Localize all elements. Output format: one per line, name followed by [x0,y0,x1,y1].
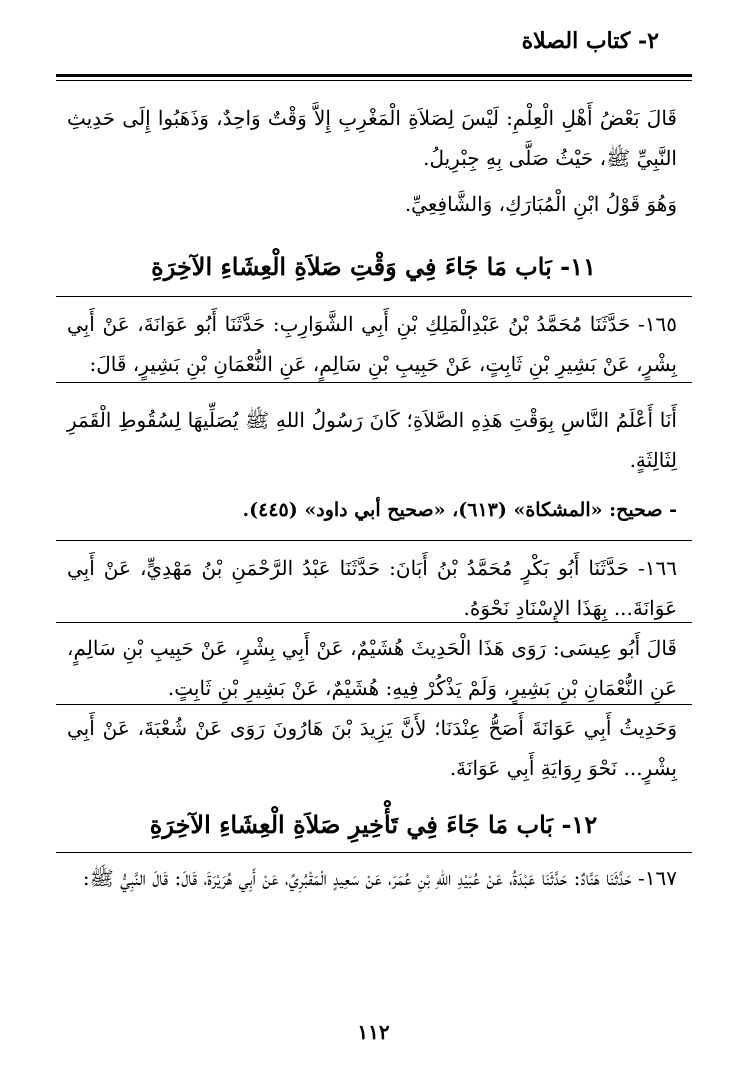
paragraph-2: وَهُوَ قَوْلُ ابْنِ الْمُبَارَكِ، وَالشَّافِعِيِّ. [404,192,677,216]
header-rule-thin [56,80,692,81]
section-divider [56,704,692,705]
chapter-heading-12: ١٢- بَاب مَا جَاءَ فِي تَأْخِيرِ صَلاَةِ الْعِشَاءِ الآخِرَةِ [149,810,598,839]
section-divider [56,852,692,853]
chapter-heading-11: ١١- بَاب مَا جَاءَ فِي وَقْتِ صَلاَةِ الْعِشَاءِ الآخِرَةِ [151,252,596,281]
section-divider [56,540,692,541]
abu-awana-note: وَحَدِيثُ أَبِي عَوَانَةَ أَصَحُّ عِنْدَنَا؛ لأَنَّ يَزِيدَ بْنَ هَارُونَ رَوَى عَنْ شُعْبَةَ، عَنْ أَبِي بِشْرٍ... نَحْوَ رِوَايَةِ أَبِي عَوَانَةَ. [67,716,677,780]
hadith-166: ١٦٦- حَدَّثَنَا أَبُو بَكْرٍ مُحَمَّدُ بْنُ أَبَانَ: حَدَّثَنَا عَبْدُ الرَّحْمَنِ بْنُ مَهْدِيٍّ، عَنْ أَبِي عَوَانَةَ... بِهَذَا الإِسْنَادِ نَحْوَهُ. [67,556,677,620]
chapter-header: ٢- كتاب الصلاة [521,28,659,54]
page-number: ١١٢ [357,1020,390,1044]
section-divider [56,382,692,383]
hadith-165-matn: أَنَا أَعْلَمُ النَّاسِ بِوَقْتِ هَذِهِ الصَّلاَةِ؛ كَانَ رَسُولُ اللهِ ﷺ يُصَلِّيهَا لِسُقُوطِ الْقَمَرِ لِثَالِثَةٍ. [67,408,677,472]
hadith-165: ١٦٥- حَدَّثَنَا مُحَمَّدُ بْنُ عَبْدِالْمَلِكِ بْنِ أَبِي الشَّوَارِبِ: حَدَّثَنَا أَبُو عَوَانَةَ، عَنْ أَبِي بِشْرٍ، عَنْ بَشِيرِ بْنِ ثَابِتٍ، عَنْ حَبِيبِ بْنِ سَالِمٍ، عَنِ النُّعْمَانِ بْنِ بَشِيرٍ، قَالَ: [67,312,677,376]
hadith-167: ١٦٧- حَدَّثَنَا هَنَّادٌ: حَدَّثَنَا عَبْدَةُ، عَنْ عُبَيْدِ اللهِ بْنِ عُمَرَ، عَنْ سَعِيدٍ الْمَقْبُرِيِّ، عَنْ أَبِي هُرَيْرَةَ، قَالَ: قَالَ النَّبِيُّ ﷺ: [82,866,677,890]
section-divider [56,622,692,623]
abu-isa-comment: قَالَ أَبُو عِيسَى: رَوَى هَذَا الْحَدِيثَ هُشَيْمٌ، عَنْ أَبِي بِشْرٍ، عَنْ حَبِيبِ بْنِ سَالِمٍ، عَنِ النُّعْمَانِ بْنِ بَشِيرٍ، وَلَمْ يَذْكُرْ فِيهِ: هُشَيْمٌ، عَنْ بَشِيرِ بْنِ ثَابِتٍ. [67,636,677,700]
header-rule [56,74,692,77]
section-divider [56,296,692,297]
grading-note: - صحيح: «المشكاة» (٦١٣)، «صحيح أبي داود» (٤٤٥). [242,499,677,521]
paragraph-1: قَالَ بَعْضُ أَهْلِ الْعِلْمِ: لَيْسَ لِصَلاَةِ الْمَغْرِبِ إِلاَّ وَقْتٌ وَاحِدٌ، وَذَهَبُوا إِلَى حَدِيثِ النَّبِيِّ ﷺ، حَيْثُ صَلَّى بِهِ جِبْرِيلُ. [67,106,677,170]
